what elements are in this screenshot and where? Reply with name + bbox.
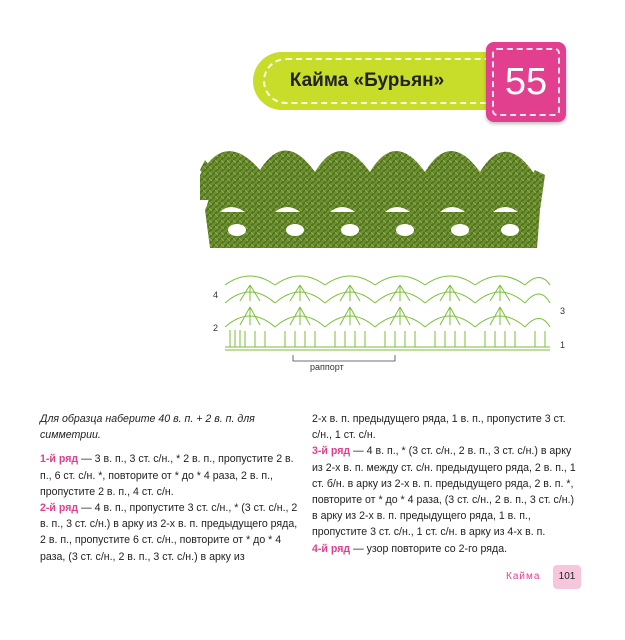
pattern-title: Кайма «Бурьян»: [289, 70, 445, 91]
repeat-label: раппорт: [310, 362, 344, 372]
crochet-photo: [185, 130, 550, 255]
instructions-left: [40, 411, 298, 565]
row-1-instruction: [40, 451, 298, 500]
pattern-number-badge: [486, 42, 566, 122]
row-number-2: 2: [213, 323, 219, 333]
pattern-number: 55: [504, 61, 548, 103]
row-2-label: 2-й ряд: [40, 502, 79, 515]
section-label: Кайма: [506, 571, 541, 582]
row-4-instruction: [312, 541, 576, 557]
row-3-text: — 4 в. п., * (3 ст. с/н., 2 в. п., 3 ст. с/н.) в арку из 2-х в. п. между ст. с/н. предыдущего ряда, 2 в. п., 1 ст. б/н. в арку из 2-х в. п. предыдущего ряда, 2 в. п. *, повторите от * до * 4 раза, (3 ст. с/н., 2 в. п., 3 ст. с/н.) в арку из 2-х в. п. предыдущего ряда, 1 в. п., пропустите 3 ст. с/н., 1 ст. с/н. в арку из 4-х в. п.: [312, 445, 576, 539]
row-1-text: — 3 в. п., 3 ст. с/н., * 2 в. п., пропустите 2 в. п., 6 ст. с/н. *, повторите от * до * 4 раза, 2 в. п., пропустите 2 в. п., 4 ст. с/н.: [40, 453, 294, 498]
title-banner: [253, 52, 503, 110]
row-number-4: 4: [213, 290, 219, 300]
row-2-continued: 2-х в. п. предыдущего ряда, 1 в. п., пропустите 3 ст. с/н., 1 ст. с/н.: [312, 413, 566, 442]
row-2-text: — 4 в. п., пропустите 3 ст. с/н., * (3 ст. с/н., 2 в. п., 3 ст. с/н.) в арку из 2-х в. п. предыдущего ряда, 2 в. п., пропустите 6 ст. с/н., повторите от * до * 4 раза, (3 ст. с/н., 2 в. п., 3 ст. с/н.) в арку из: [40, 502, 298, 563]
row-4-text: — узор повторите со 2-го ряда.: [350, 542, 508, 555]
intro-text: Для образца наберите 40 в. п. + 2 в. п. для симметрии.: [40, 413, 255, 442]
crochet-chart: [205, 265, 555, 375]
row-number-1: 1: [560, 340, 566, 350]
row-3-instruction: [312, 443, 576, 540]
page-number-tab: [553, 565, 581, 589]
instructions-right: [312, 411, 576, 557]
row-4-label: 4-й ряд: [312, 542, 351, 555]
row-number-3: 3: [560, 306, 566, 316]
row-1-label: 1-й ряд: [40, 453, 79, 466]
page-number: 101: [558, 571, 576, 582]
row-3-label: 3-й ряд: [312, 445, 351, 458]
row-2-instruction: [40, 500, 298, 565]
